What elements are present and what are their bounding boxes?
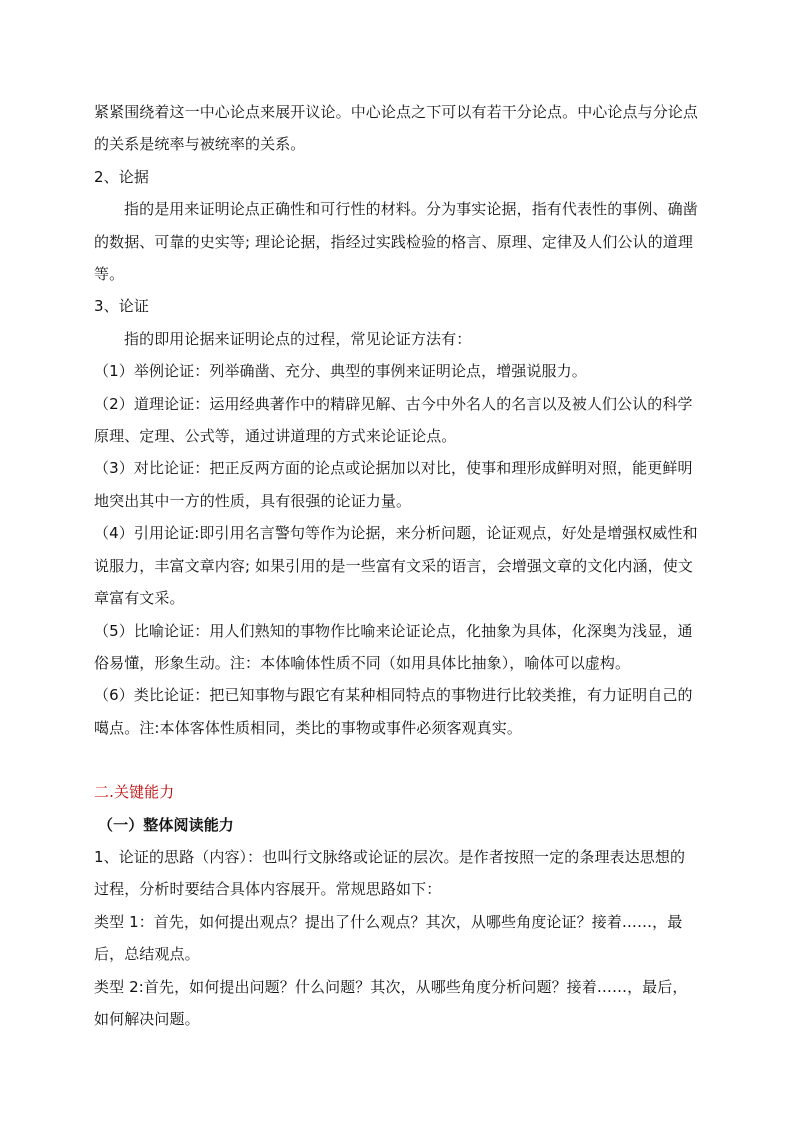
list-item-metaphor-argument: （5）比喻论证：用人们熟知的事物作比喻来论证论点，化抽象为具体，化深奥为浅显，通俗易懂，形象生动。注：本体喻体性质不同（如用具体比抽象），喻体可以虚构。 <box>94 621 693 672</box>
section-spacer <box>94 744 700 776</box>
list-item-analogy-argument: （6）类比论证：把已知事物与跟它有某种相同特点的事物进行比较类推，有力证明自己的噶点。注:本体客体性质相同，类比的事物或事件必须客观真实。 <box>94 686 693 737</box>
paragraph-central-thesis: 紧紧围绕着这一中心论点来展开议论。中心论点之下可以有若干分论点。中心论点与分论点的关系是统率与被统率的关系。 <box>94 103 699 154</box>
subsection-title-reading-ability: （一）整体阅读能力 <box>98 815 234 834</box>
document-body <box>94 96 700 1035</box>
paragraph-type-1: 类型 1：首先，如何提出观点？提出了什么观点？其次，从哪些角度论证？接着……，最后，总结观点。 <box>94 912 683 964</box>
paragraph-type-2: 类型 2:首先，如何提出问题？什么问题？其次，从哪些角度分析问题？接着……，最后，如何解决问题。 <box>94 977 688 1028</box>
list-item-reasoning-argument: （2）道理论证：运用经典著作中的精辟见解、古今中外名人的名言以及被人们公认的科学原理、定理、公式等，通过讲道理的方式来论证论点。 <box>94 394 693 446</box>
list-item-contrast-argument: （3）对比论证：把正反两方面的论点或论据加以对比，使事和理形成鲜明对照，能更鲜明地突出其中一方的性质，具有很强的论证力量。 <box>94 459 693 510</box>
heading-argumentation: 3、论证 <box>94 297 149 316</box>
list-item-quotation-argument: （4）引用论证:即引用名言警句等作为论据，来分析问题，论证观点，好处是增强权威性和说服力，丰富文章内容; 如果引用的是一些富有文采的语言，会增强文章的文化内涵，使文章富有文采。 <box>94 524 698 608</box>
paragraph-argument-structure: 1、论证的思路（内容）：也叫行文脉络或论证的层次。是作者按照一定的条理表达思想的过程，分析时要结合具体内容展开。常规思路如下： <box>94 847 686 899</box>
list-item-example-argument: （1）举例论证：列举确凿、充分、典型的事例来证明论点，增强说服力。 <box>94 362 587 381</box>
paragraph-evidence-definition: 指的是用来证明论点正确性和可行性的材料。分为事实论据，指有代表性的事例、确凿的数据、可靠的史实等; 理论论据，指经过实践检验的格言、原理、定律及人们公认的道理等。 <box>94 200 698 284</box>
section-title-key-abilities: 二.关键能力 <box>94 783 175 802</box>
paragraph-argumentation-definition: 指的即用论据来证明论点的过程，常见论证方法有： <box>124 329 472 348</box>
heading-evidence: 2、论据 <box>94 167 149 186</box>
